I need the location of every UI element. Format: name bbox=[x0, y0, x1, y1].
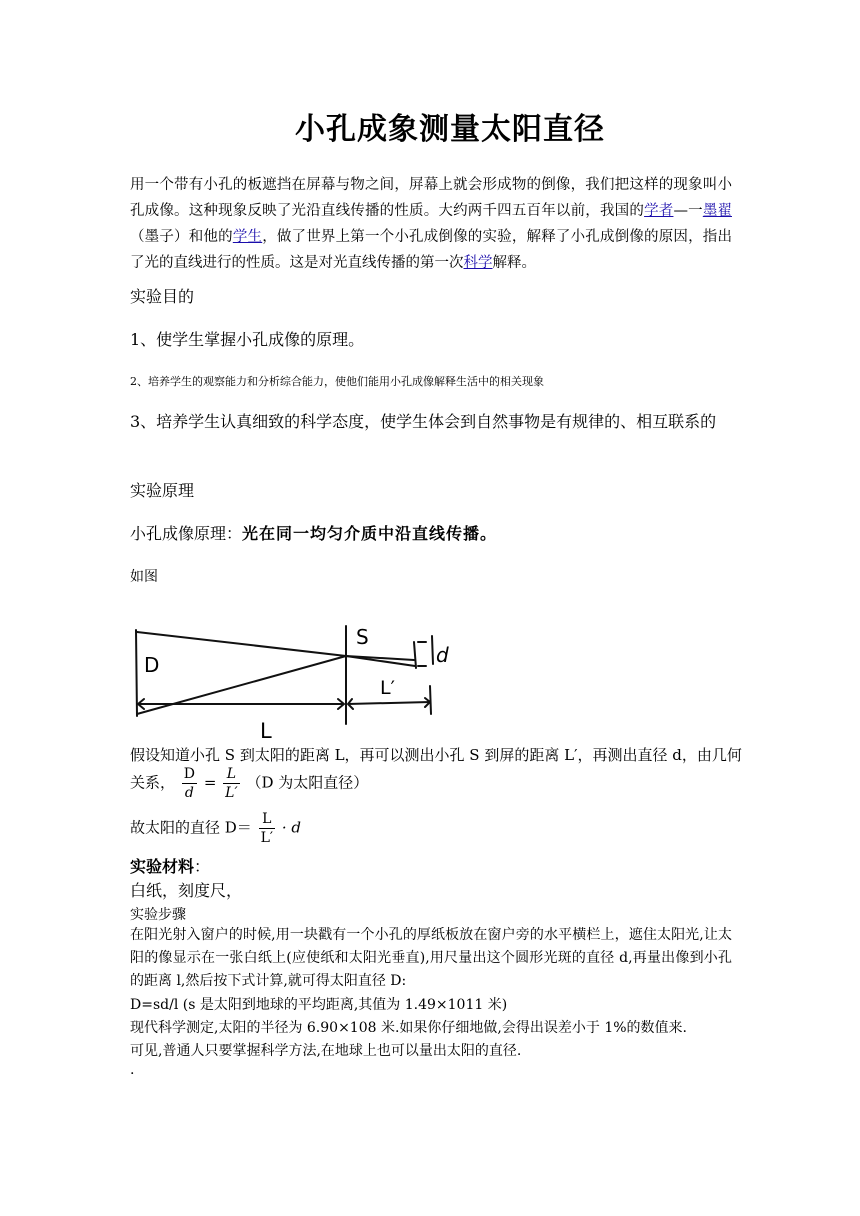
purpose-item-2: 2、培养学生的观察能力和分析综合能力，使他们能用小孔成像解释生活中的相关现象 bbox=[130, 375, 544, 388]
d-tick bbox=[418, 642, 426, 666]
diameter-prefix: 故太阳的直径 D＝ bbox=[130, 818, 252, 837]
fraction-L-over-L-prime bbox=[223, 765, 239, 802]
materials-colon: ： bbox=[194, 857, 211, 876]
pinhole-diagram bbox=[130, 620, 460, 744]
diagram-label-L-prime: L′ bbox=[380, 677, 395, 699]
lower-ray bbox=[137, 656, 414, 714]
page-title: 小孔成象测量太阳直径 bbox=[295, 112, 605, 147]
materials-heading-line bbox=[130, 854, 210, 877]
steps-modern: 现代科学测定,太阳的半径为 6.90×108 米.如果你仔细地做,会得出误差小于 1%的数值来. bbox=[130, 1020, 687, 1036]
steps-conclusion: 可见,普通人只要掌握科学方法,在地球上也可以量出太阳的直径. bbox=[130, 1043, 522, 1059]
equals-sign: = bbox=[203, 773, 217, 792]
fraction-numerator: D bbox=[183, 766, 196, 782]
principle-statement: 光在同一均匀介质中沿直线传播。 bbox=[242, 524, 498, 543]
materials-heading: 实验材料 bbox=[130, 857, 195, 876]
L-prime-arrow bbox=[348, 698, 430, 709]
intro-text-5: 解释。 bbox=[492, 255, 536, 271]
purpose-heading: 实验目的 bbox=[130, 287, 195, 306]
principle-line bbox=[130, 521, 497, 544]
fraction-D-over-d bbox=[182, 765, 197, 802]
ru-tu-label: 如图 bbox=[130, 569, 158, 585]
principle-label: 小孔成像原理： bbox=[130, 524, 243, 543]
image-line bbox=[414, 642, 416, 668]
derivation-relation bbox=[130, 765, 368, 802]
intro-text-2: —一 bbox=[673, 203, 703, 219]
link-xuezhe[interactable]: 学者 bbox=[644, 203, 674, 219]
diameter-suffix: · d bbox=[281, 818, 301, 837]
diameter-formula bbox=[130, 810, 301, 847]
relation-prefix: 关系， bbox=[130, 773, 176, 792]
intro-text-4: ，做了世界上第一个小孔成倒像的实验，解释了小孔成倒像的原因，指出了光的直线进行的性质。这是对光直线传播的第一次 bbox=[130, 229, 732, 271]
link-kexue[interactable]: 科学 bbox=[463, 255, 493, 271]
sun-vertical-line bbox=[136, 630, 137, 716]
steps-formula: D=sd/l (s 是太阳到地球的平均距离,其值为 1.49×1011 米) bbox=[130, 997, 508, 1013]
diagram-label-d: d bbox=[436, 643, 449, 667]
fraction-numerator: L bbox=[259, 810, 275, 829]
intro-text-3: （墨子）和他的 bbox=[130, 229, 233, 245]
purpose-item-1: 1、使学生掌握小孔成像的原理。 bbox=[130, 330, 365, 349]
fraction-denominator: d bbox=[184, 785, 194, 801]
diagram-label-D: D bbox=[144, 653, 160, 677]
principle-heading: 实验原理 bbox=[130, 481, 195, 500]
trailing-dot: . bbox=[130, 1062, 135, 1078]
diagram-label-L: L bbox=[260, 719, 272, 743]
link-xuesheng[interactable]: 学生 bbox=[232, 229, 263, 245]
steps-heading: 实验步骤 bbox=[130, 907, 186, 923]
upper-ray bbox=[137, 632, 415, 666]
fraction-denominator: L′ bbox=[225, 785, 238, 801]
materials-items: 白纸，刻度尺， bbox=[130, 881, 243, 900]
fraction-numerator: L bbox=[223, 765, 239, 784]
L-arrow bbox=[138, 699, 344, 709]
purpose-item-3: 3、培养学生认真细致的科学态度，使学生体会到自然事物是有规律的、相互联系的 bbox=[130, 412, 717, 431]
intro-text-1: 用一个带有小孔的板遮挡在屏幕与物之间，屏幕上就会形成物的倒像，我们把这样的现象叫小孔成像。这种现象反映了光沿直线传播的性质。大约两千四五百年以前，我国的 bbox=[130, 177, 732, 219]
image-screen-line bbox=[432, 636, 433, 664]
intro-paragraph bbox=[130, 172, 732, 276]
fraction-denominator: L′ bbox=[260, 830, 274, 846]
fraction-L-over-L-prime-2 bbox=[259, 810, 275, 847]
diagram-label-S: S bbox=[356, 625, 369, 649]
relation-note: （D 为太阳直径） bbox=[246, 773, 369, 792]
link-modi[interactable]: 墨翟 bbox=[702, 203, 732, 219]
derivation-line-1: 假设知道小孔 S 到太阳的距离 L，再可以测出小孔 S 到屏的距离 L′，再测出直径 d，由几何 bbox=[130, 746, 742, 764]
steps-text: 在阳光射入窗户的时候,用一块戳有一个小孔的厚纸板放在窗户旁的水平横栏上，遮住太阳光,让太阳的像显示在一张白纸上(应使纸和太阳光垂直),用尺量出这个圆形光斑的直径 d,再量出像到小孔的距离 l,然后按下式计算,就可得太阳直径 D: bbox=[130, 927, 732, 989]
L-prime-end-tick bbox=[430, 686, 431, 714]
